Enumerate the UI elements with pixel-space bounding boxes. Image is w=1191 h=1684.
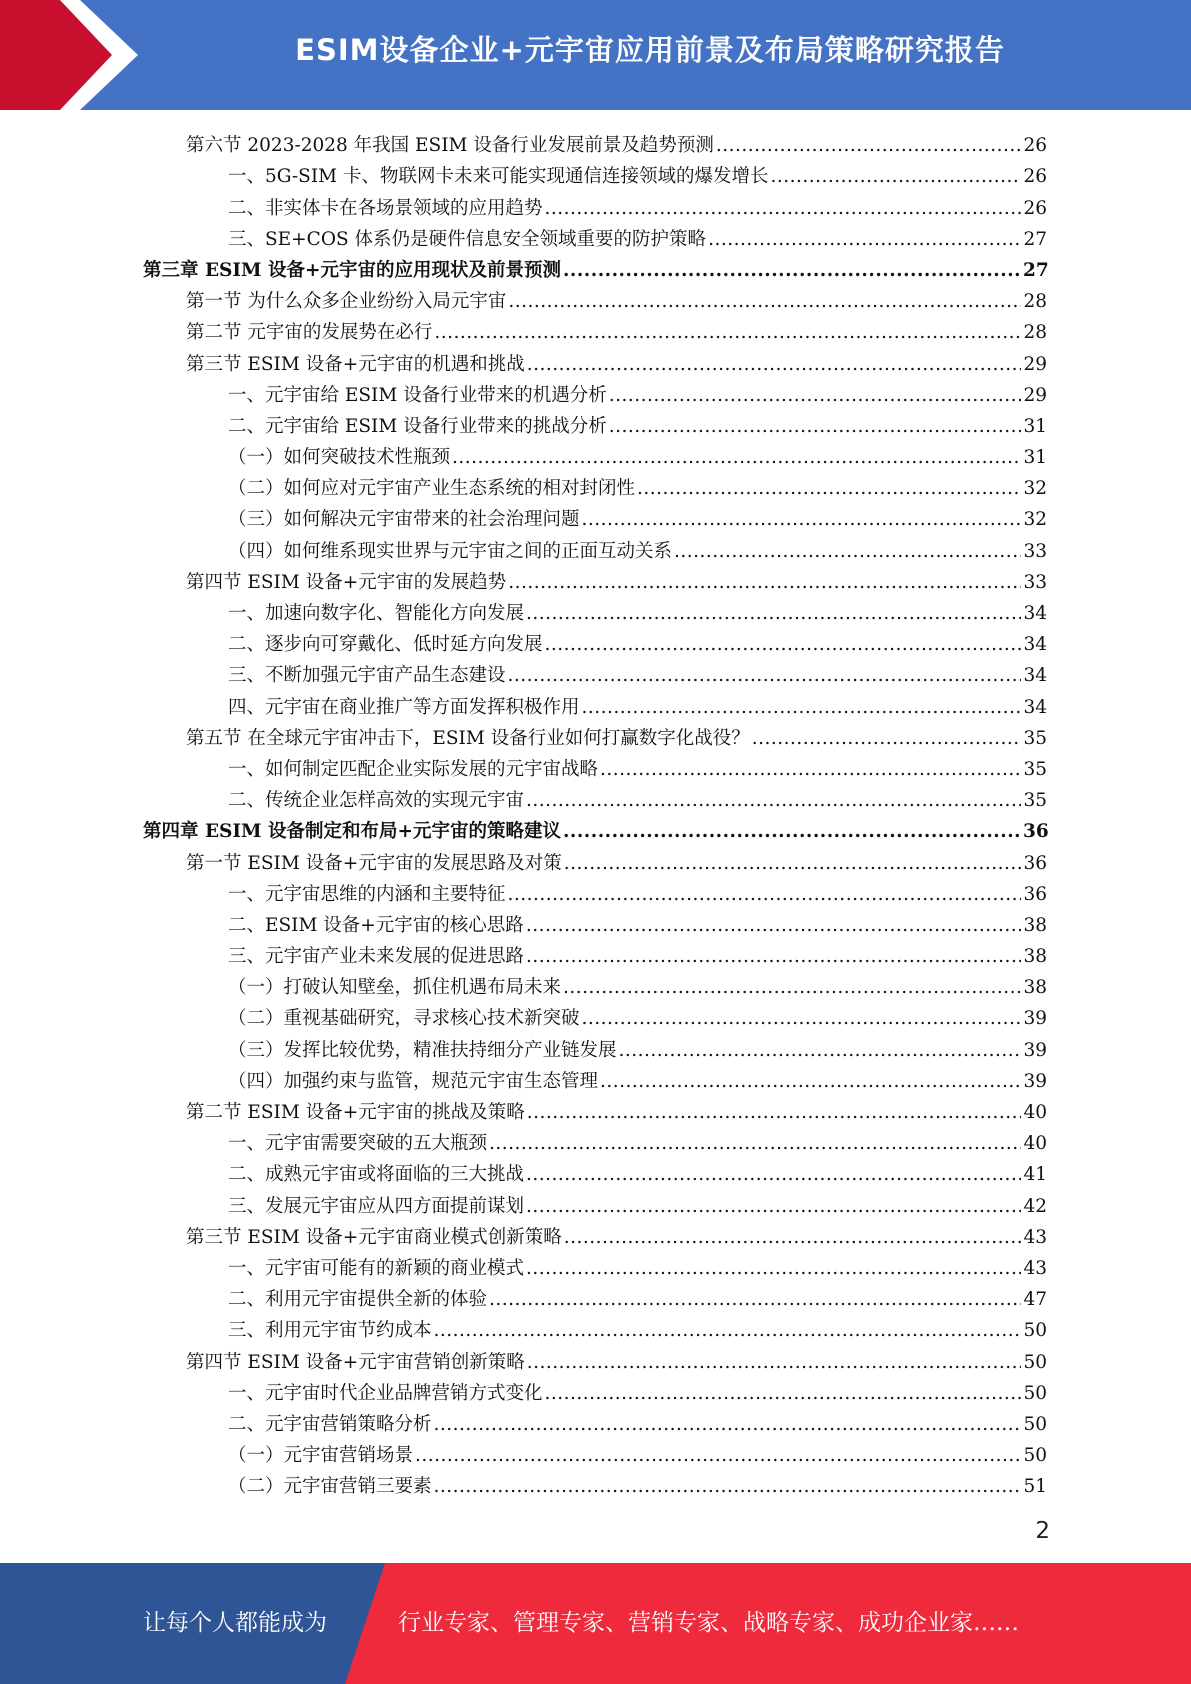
- toc-entry-page: 38: [1023, 977, 1047, 999]
- toc-dot-leader: [452, 446, 1021, 470]
- toc-entry-page: 26: [1023, 166, 1047, 188]
- toc-entry-page: 35: [1023, 727, 1047, 749]
- toc-entry-page: 36: [1023, 821, 1049, 843]
- page-footer: [0, 1563, 1191, 1684]
- toc-entry-title: 一、元宇宙可能有的新颖的商业模式: [228, 1257, 525, 1279]
- toc-entry[interactable]: [0, 564, 1191, 595]
- toc-dot-leader: [526, 789, 1021, 813]
- toc-entry-page: 36: [1023, 852, 1047, 874]
- toc-entry-title: 第四章 ESIM 设备制定和布局+元宇宙的策略建议: [143, 821, 561, 843]
- toc-dot-leader: [434, 321, 1021, 345]
- toc-entry-title: 第三章 ESIM 设备+元宇宙的应用现状及前景预测: [143, 259, 561, 281]
- toc-entry-title: 二、传统企业怎样高效的实现元宇宙: [228, 790, 525, 812]
- toc-entry-title: 一、元宇宙给 ESIM 设备行业带来的机遇分析: [228, 384, 607, 406]
- toc-dot-leader: [489, 1288, 1021, 1312]
- toc-entry[interactable]: [0, 657, 1191, 688]
- toc-dot-leader: [563, 976, 1021, 1000]
- toc-entry-page: 41: [1023, 1164, 1047, 1186]
- toc-entry[interactable]: [0, 1375, 1191, 1406]
- toc-entry[interactable]: [0, 345, 1191, 376]
- toc-dot-leader: [716, 134, 1021, 158]
- toc-entry[interactable]: [0, 1156, 1191, 1187]
- toc-entry[interactable]: [0, 377, 1191, 408]
- toc-entry[interactable]: [0, 439, 1191, 470]
- toc-dot-leader: [527, 1101, 1021, 1125]
- toc-entry[interactable]: [0, 501, 1191, 532]
- toc-entry-page: 34: [1023, 665, 1047, 687]
- toc-entry[interactable]: [0, 221, 1191, 252]
- page-header: [0, 0, 1191, 110]
- toc-entry-page: 29: [1023, 384, 1047, 406]
- toc-entry[interactable]: [0, 969, 1191, 1000]
- toc-entry-page: 50: [1023, 1413, 1047, 1435]
- toc-dot-leader: [489, 1132, 1021, 1156]
- toc-entry-page: 26: [1023, 135, 1047, 157]
- toc-dot-leader: [674, 540, 1021, 564]
- footer-slogan-left: 让每个人都能成为: [143, 1610, 327, 1636]
- toc-entry-title: 三、元宇宙产业未来发展的促进思路: [228, 946, 525, 968]
- toc-entry[interactable]: [0, 158, 1191, 189]
- toc-entry[interactable]: [0, 907, 1191, 938]
- toc-entry-page: 38: [1023, 946, 1047, 968]
- toc-entry-title: 三、SE+COS 体系仍是硬件信息安全领域重要的防护策略: [228, 228, 707, 250]
- toc-entry[interactable]: [0, 751, 1191, 782]
- toc-entry-page: 35: [1023, 758, 1047, 780]
- toc-entry[interactable]: [0, 782, 1191, 813]
- toc-entry[interactable]: [0, 1187, 1191, 1218]
- toc-entry-title: 一、元宇宙时代企业品牌营销方式变化: [228, 1382, 543, 1404]
- toc-entry-title: 三、利用元宇宙节约成本: [228, 1320, 432, 1342]
- toc-entry-page: 51: [1023, 1476, 1047, 1498]
- toc-entry-page: 42: [1023, 1195, 1047, 1217]
- toc-entry-page: 40: [1023, 1102, 1047, 1123]
- toc-entry-title: 第三节 ESIM 设备+元宇宙的机遇和挑战: [186, 353, 525, 375]
- toc-entry[interactable]: [0, 189, 1191, 220]
- toc-entry-page: 33: [1023, 571, 1047, 593]
- toc-entry-title: （一）元宇宙营销场景: [228, 1445, 414, 1467]
- toc-entry-title: （四）加强约束与监管，规范元宇宙生态管理: [228, 1070, 599, 1092]
- toc-entry-title: （二）如何应对元宇宙产业生态系统的相对封闭性: [228, 478, 636, 500]
- toc-entry-title: 一、如何制定匹配企业实际发展的元宇宙战略: [228, 758, 599, 780]
- toc-entry[interactable]: [0, 813, 1191, 844]
- toc-entry-page: 35: [1023, 790, 1047, 812]
- toc-entry[interactable]: [0, 314, 1191, 345]
- toc-entry-page: 50: [1023, 1445, 1047, 1467]
- toc-dot-leader: [434, 1319, 1021, 1343]
- toc-entry-page: 50: [1023, 1320, 1047, 1342]
- toc-entry-title: 三、发展元宇宙应从四方面提前谋划: [228, 1195, 525, 1217]
- toc-entry[interactable]: [0, 1031, 1191, 1062]
- toc-entry-title: 二、ESIM 设备+元宇宙的核心思路: [228, 914, 524, 936]
- toc-dot-leader: [545, 633, 1021, 657]
- toc-entry-page: 43: [1023, 1257, 1047, 1279]
- toc-entry-title: 第一节 ESIM 设备+元宇宙的发展思路及对策: [186, 852, 562, 874]
- toc-entry[interactable]: [0, 470, 1191, 501]
- toc-entry-page: 28: [1023, 322, 1047, 344]
- toc-dot-leader: [508, 883, 1021, 907]
- toc-dot-leader: [770, 165, 1021, 189]
- toc-entry-title: 二、元宇宙营销策略分析: [228, 1413, 432, 1435]
- toc-dot-leader: [415, 1444, 1021, 1468]
- toc-dot-leader: [708, 228, 1021, 252]
- table-of-contents: [0, 127, 1191, 1499]
- toc-entry-title: 第一节 为什么众多企业纷纷入局元宇宙: [186, 291, 507, 313]
- toc-dot-leader: [527, 1351, 1021, 1375]
- toc-entry[interactable]: [0, 532, 1191, 563]
- toc-entry-page: 38: [1023, 914, 1047, 936]
- toc-entry-title: 第五节 在全球元宇宙冲击下，ESIM 设备行业如何打赢数字化战役？: [186, 727, 750, 749]
- toc-entry-title: （三）发挥比较优势，精准扶持细分产业链发展: [228, 1039, 617, 1061]
- toc-entry-page: 34: [1023, 603, 1047, 624]
- toc-entry-title: 第二节 ESIM 设备+元宇宙的挑战及策略: [186, 1102, 525, 1123]
- toc-entry-title: 二、利用元宇宙提供全新的体验: [228, 1289, 488, 1311]
- toc-entry-page: 28: [1023, 291, 1047, 313]
- toc-entry[interactable]: [0, 283, 1191, 314]
- toc-entry-title: 四、元宇宙在商业推广等方面发挥积极作用: [228, 696, 580, 718]
- toc-dot-leader: [600, 1070, 1021, 1094]
- toc-dot-leader: [526, 1195, 1021, 1219]
- toc-entry[interactable]: [0, 876, 1191, 907]
- toc-dot-leader: [563, 820, 1021, 844]
- page-number: 2: [1035, 1518, 1050, 1544]
- toc-entry[interactable]: [0, 1406, 1191, 1437]
- toc-entry-title: 一、加速向数字化、智能化方向发展: [228, 603, 525, 624]
- toc-entry[interactable]: [0, 408, 1191, 439]
- toc-dot-leader: [609, 384, 1021, 408]
- toc-dot-leader: [564, 1226, 1021, 1250]
- toc-entry-title: 二、成熟元宇宙或将面临的三大挑战: [228, 1164, 525, 1186]
- toc-entry[interactable]: [0, 1219, 1191, 1250]
- toc-entry-title: （二）元宇宙营销三要素: [228, 1476, 432, 1498]
- toc-entry-title: 第四节 ESIM 设备+元宇宙营销创新策略: [186, 1351, 525, 1373]
- toc-dot-leader: [752, 727, 1021, 751]
- toc-entry-title: （二）重视基础研究，寻求核心技术新突破: [228, 1008, 580, 1030]
- toc-entry-page: 39: [1023, 1070, 1047, 1092]
- toc-entry[interactable]: [0, 1250, 1191, 1281]
- toc-entry-title: （四）如何维系现实世界与元宇宙之间的正面互动关系: [228, 540, 673, 562]
- toc-dot-leader: [526, 914, 1021, 938]
- toc-entry[interactable]: [0, 1094, 1191, 1125]
- toc-entry-page: 32: [1023, 509, 1047, 531]
- header-arrow-decoration: [0, 0, 160, 110]
- toc-dot-leader: [637, 477, 1021, 501]
- toc-entry[interactable]: [0, 1468, 1191, 1499]
- toc-dot-leader: [508, 664, 1021, 688]
- toc-dot-leader: [434, 1413, 1021, 1437]
- toc-dot-leader: [527, 353, 1021, 377]
- toc-entry-title: 第二节 元宇宙的发展势在必行: [186, 322, 433, 344]
- toc-dot-leader: [508, 290, 1021, 314]
- toc-entry-page: 31: [1023, 447, 1047, 469]
- toc-dot-leader: [526, 602, 1021, 626]
- toc-dot-leader: [526, 945, 1021, 969]
- toc-entry[interactable]: [0, 127, 1191, 158]
- toc-entry-title: 二、非实体卡在各场景领域的应用趋势: [228, 197, 543, 219]
- footer-slogan-right: 行业专家、管理专家、营销专家、战略专家、成功企业家……: [398, 1610, 1019, 1636]
- toc-entry-title: 三、不断加强元宇宙产品生态建设: [228, 665, 506, 687]
- toc-dot-leader: [563, 259, 1021, 283]
- toc-entry[interactable]: [0, 252, 1191, 283]
- toc-entry-title: 二、元宇宙给 ESIM 设备行业带来的挑战分析: [228, 415, 607, 437]
- toc-entry-page: 50: [1023, 1351, 1047, 1373]
- toc-entry-title: 第六节 2023-2028 年我国 ESIM 设备行业发展前景及趋势预测: [186, 135, 714, 157]
- toc-dot-leader: [545, 1382, 1021, 1406]
- toc-entry-page: 50: [1023, 1382, 1047, 1404]
- toc-dot-leader: [526, 1257, 1021, 1281]
- toc-dot-leader: [582, 1007, 1021, 1031]
- toc-entry-title: 第四节 ESIM 设备+元宇宙的发展趋势: [186, 571, 507, 593]
- toc-entry-title: 第三节 ESIM 设备+元宇宙商业模式创新策略: [186, 1226, 562, 1248]
- toc-entry[interactable]: [0, 1063, 1191, 1094]
- toc-entry-page: 26: [1023, 197, 1047, 219]
- toc-entry[interactable]: [0, 1312, 1191, 1343]
- toc-entry-page: 29: [1023, 353, 1047, 375]
- toc-entry-page: 40: [1023, 1133, 1047, 1155]
- toc-entry-page: 34: [1023, 696, 1047, 718]
- toc-entry-page: 39: [1023, 1008, 1047, 1030]
- toc-dot-leader: [609, 415, 1021, 439]
- report-title: ESIM设备企业+元宇宙应用前景及布局策略研究报告: [295, 33, 1005, 67]
- toc-dot-leader: [508, 571, 1021, 595]
- toc-dot-leader: [582, 508, 1021, 532]
- toc-entry-page: 36: [1023, 883, 1047, 905]
- toc-entry-title: 二、逐步向可穿戴化、低时延方向发展: [228, 634, 543, 656]
- toc-entry-title: （一）打破认知壁垒，抓住机遇布局未来: [228, 977, 562, 999]
- toc-entry-title: （一）如何突破技术性瓶颈: [228, 447, 451, 469]
- toc-dot-leader: [526, 1163, 1021, 1187]
- toc-entry[interactable]: [0, 1437, 1191, 1468]
- toc-entry-title: （三）如何解决元宇宙带来的社会治理问题: [228, 509, 580, 531]
- toc-dot-leader: [564, 852, 1021, 876]
- toc-entry[interactable]: [0, 1125, 1191, 1156]
- toc-entry[interactable]: [0, 626, 1191, 657]
- toc-entry-page: 47: [1023, 1289, 1047, 1311]
- toc-entry-page: 43: [1023, 1226, 1047, 1248]
- toc-entry-title: 一、5G-SIM 卡、物联网卡未来可能实现通信连接领域的爆发增长: [228, 166, 769, 188]
- toc-entry-page: 31: [1023, 415, 1047, 437]
- toc-entry-page: 34: [1023, 634, 1047, 656]
- toc-entry-page: 39: [1023, 1039, 1047, 1061]
- toc-entry[interactable]: [0, 1000, 1191, 1031]
- toc-dot-leader: [434, 1475, 1021, 1499]
- toc-entry-page: 33: [1023, 540, 1047, 562]
- toc-entry[interactable]: [0, 720, 1191, 751]
- toc-entry[interactable]: [0, 688, 1191, 719]
- toc-entry-page: 27: [1023, 259, 1049, 281]
- toc-entry[interactable]: [0, 595, 1191, 626]
- toc-dot-leader: [600, 758, 1021, 782]
- toc-entry-page: 27: [1023, 228, 1047, 250]
- toc-entry-page: 32: [1023, 478, 1047, 500]
- toc-entry-title: 一、元宇宙思维的内涵和主要特征: [228, 883, 506, 905]
- toc-entry[interactable]: [0, 844, 1191, 875]
- toc-entry-title: 一、元宇宙需要突破的五大瓶颈: [228, 1133, 488, 1155]
- toc-entry[interactable]: [0, 1281, 1191, 1312]
- toc-dot-leader: [545, 197, 1021, 221]
- toc-dot-leader: [582, 696, 1021, 720]
- toc-entry[interactable]: [0, 1343, 1191, 1374]
- toc-entry[interactable]: [0, 938, 1191, 969]
- toc-dot-leader: [619, 1039, 1021, 1063]
